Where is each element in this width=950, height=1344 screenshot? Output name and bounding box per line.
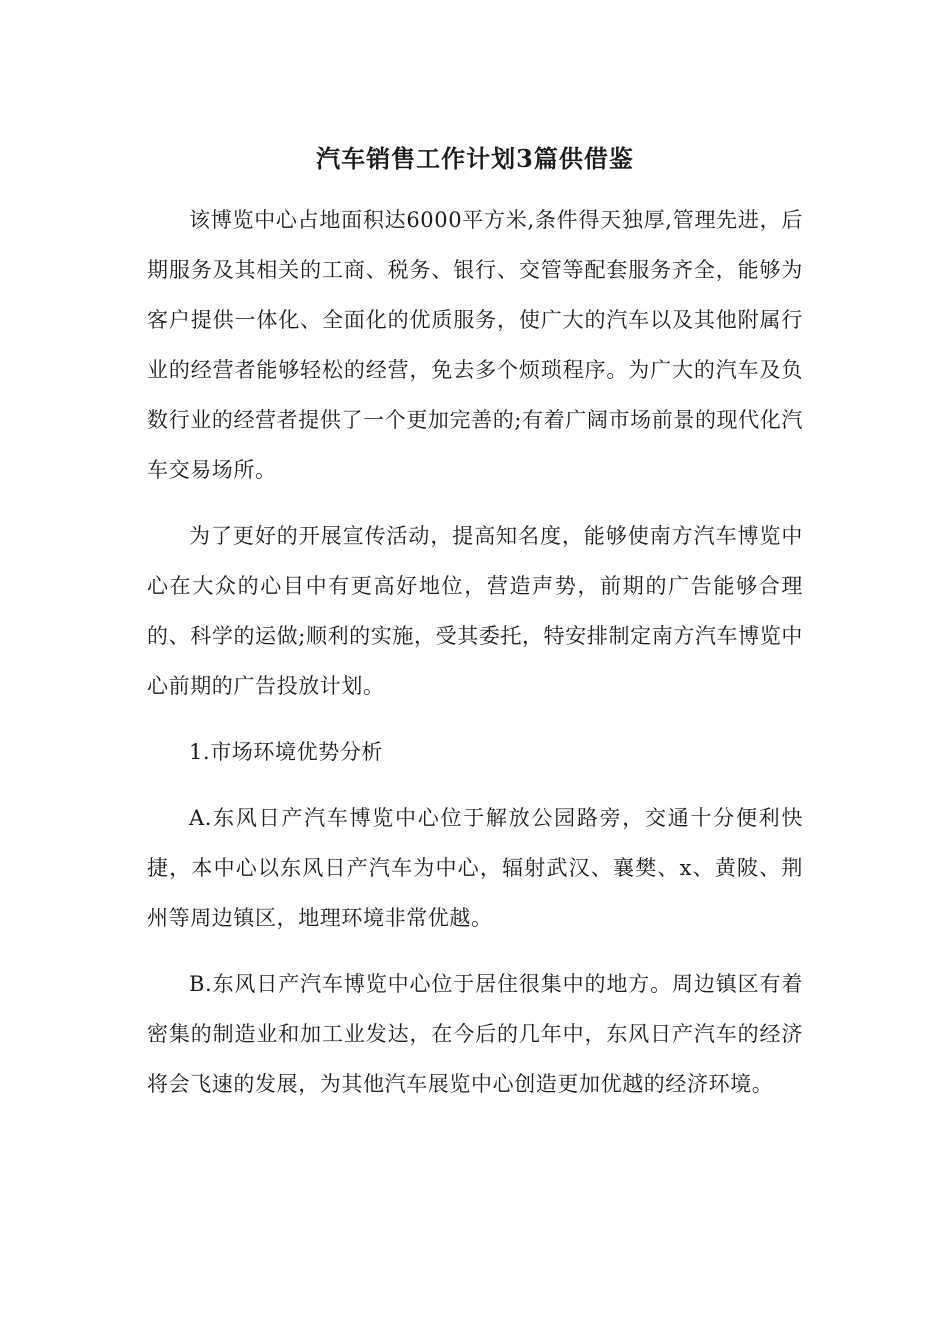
paragraph-promotion-plan: 为了更好的开展宣传活动，提高知名度，能够使南方汽车博览中心在大众的心目中有更高好地位，营造声势，前期的广告能够合理的、科学的运做;顺利的实施，受其委托，特安排制定南方汽车博览中心前期的广告投放计划。 [147,524,803,698]
paragraph-point-a: A.东风日产汽车博览中心位于解放公园路旁，交通十分便利快捷，本中心以东风日产汽车为中心，辐射武汉、襄樊、x、黄陂、荆州等周边镇区，地理环境非常优越。 [147,806,803,930]
document-body [147,195,803,1125]
paragraph-point-b: B.东风日产汽车博览中心位于居住很集中的地方。周边镇区有着密集的制造业和加工业发达，在今后的几年中，东风日产汽车的经济将会飞速的发展，为其他汽车展览中心创造更加优越的经济环境。 [147,972,803,1096]
document-title: 汽车销售工作计划3篇供借鉴 [316,144,634,173]
section-heading-market-analysis: 1.市场环境优势分析 [189,740,384,764]
paragraph-exhibition-center: 该博览中心占地面积达6000平方米,条件得天独厚,管理先进，后期服务及其相关的工商、税务、银行、交管等配套服务齐全，能够为客户提供一体化、全面化的优质服务，使广大的汽车以及其他附属行业的经营者能够轻松的经营，免去多个烦琐程序。为广大的汽车及负数行业的经营者提供了一个更加完善的;有着广阔市场前景的现代化汽车交易场所。 [147,208,803,482]
